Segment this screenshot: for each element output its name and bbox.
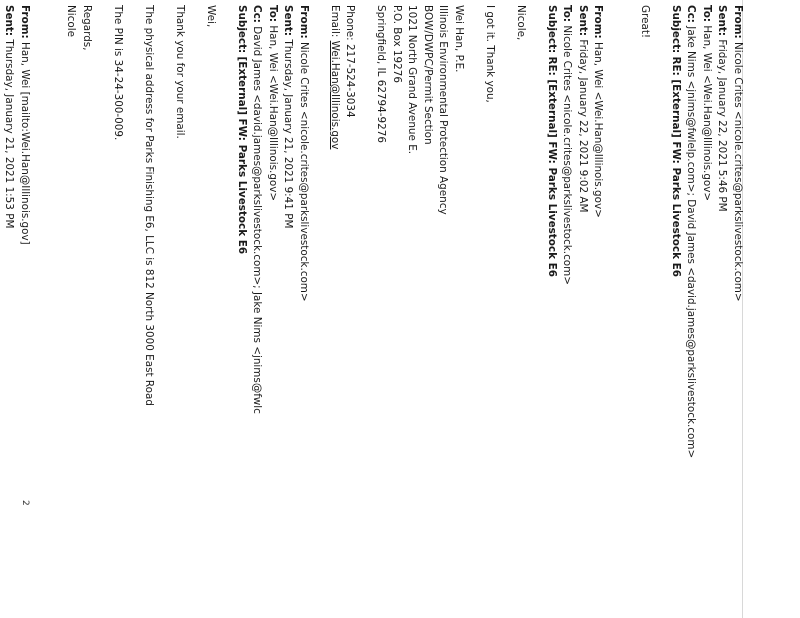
email-body-3-address: The physical address for Parks Finishing E6, LLC is 812 North 3000 East Road — [143, 5, 155, 406]
from-label: From: — [732, 5, 744, 39]
email-body-1: Great! — [639, 5, 651, 39]
email-header-1 — [668, 5, 746, 618]
subject-value: RE: [External] FW: Parks Livestock E6 — [546, 56, 558, 277]
subject-label: Subject: — [546, 5, 558, 54]
sent-label: Sent: — [282, 5, 295, 37]
signature-block — [327, 5, 467, 618]
signature-pobox: P.O. Box 19276 — [391, 5, 403, 83]
sent-label: Sent: — [577, 5, 589, 37]
from-value: Nicole Crites <nicole.crites@parkslivestock.com> — [298, 42, 310, 302]
signature-city: Springfield, IL 62794-9276 — [375, 5, 388, 143]
from-label: From: — [298, 5, 310, 39]
signature-street: 1021 North Grand Avenue E. — [406, 5, 419, 155]
subject-label: Subject: — [236, 5, 248, 54]
email-thread — [0, 5, 745, 618]
email-greeting-2: Nicole, — [515, 5, 527, 41]
signature-agency: Illinois Environmental Protection Agency — [437, 5, 450, 215]
email-body-2: I got it. Thank you, — [484, 5, 496, 103]
email-closing-name-3: Nicole — [65, 5, 78, 38]
from-value: Han, Wei <Wei.Han@Illinois.gov> — [592, 42, 605, 218]
email-body-3-thanks: Thank you for your email. — [174, 5, 186, 139]
email-greeting-3: Wei, — [205, 5, 217, 28]
sent-value: Thursday, January 21, 2021 9:41 PM — [282, 39, 295, 229]
cc-value: David James <david.james@parkslivestock.com>; Jake Nims <jnims@fwlc — [251, 26, 264, 414]
sent-value: Friday, January 22, 2021 5:46 PM — [716, 39, 729, 212]
cc-value: Jake Nims <jnims@fwlelp.com>; David James <david.james@parkslivestock.com> — [685, 26, 698, 459]
from-value: Han, Wei [mailto:Wei.Han@Illinois.gov] — [19, 42, 31, 245]
email-header-3 — [234, 5, 312, 618]
signature-name: Wei Han, P.E. — [453, 5, 465, 73]
from-label: From: — [592, 5, 605, 39]
to-value: Nicole Crites <nicole.crites@parkslivestock.com> — [561, 25, 574, 285]
sent-value: Thursday, January 21, 2021 1:53 PM — [3, 39, 16, 229]
email-closing-3: Regards, — [81, 5, 93, 51]
to-value: Han, Wei <Wei.Han@Illinois.gov> — [267, 25, 279, 202]
to-label: To: — [561, 5, 574, 23]
email-header-2 — [544, 5, 606, 618]
signature-email-label: Email: — [329, 5, 341, 41]
sent-label: Sent: — [716, 5, 729, 37]
subject-value: RE: [External] FW: Parks Livestock E6 — [670, 56, 682, 277]
page-number: 2 — [20, 500, 30, 506]
email-body-3-pin: The PIN is 34-24-300-009. — [112, 5, 124, 141]
signature-phone: Phone: 217-524-3034 — [344, 5, 357, 118]
cc-label: Cc: — [251, 5, 264, 23]
to-label: To: — [267, 5, 279, 23]
cc-label: Cc: — [685, 5, 698, 23]
subject-label: Subject: — [670, 5, 682, 54]
to-value: Han, Wei <Wei.Han@Illinois.gov> — [701, 25, 713, 202]
from-value: Nicole Crites <nicole.crites@parkslivestock.com> — [732, 42, 744, 302]
signature-email-link[interactable]: Wei.Han@Illinois.gov — [329, 40, 341, 150]
sent-label: Sent: — [3, 5, 16, 37]
subject-value: [External] FW: Parks Livestock E6 — [236, 56, 248, 255]
sent-value: Friday, January 22, 2021 9:02 AM — [577, 39, 589, 213]
email-header-4 — [0, 5, 32, 618]
signature-department: BOW/DWPC/Permit Section — [422, 5, 434, 145]
from-label: From: — [19, 5, 31, 39]
to-label: To: — [701, 5, 713, 23]
